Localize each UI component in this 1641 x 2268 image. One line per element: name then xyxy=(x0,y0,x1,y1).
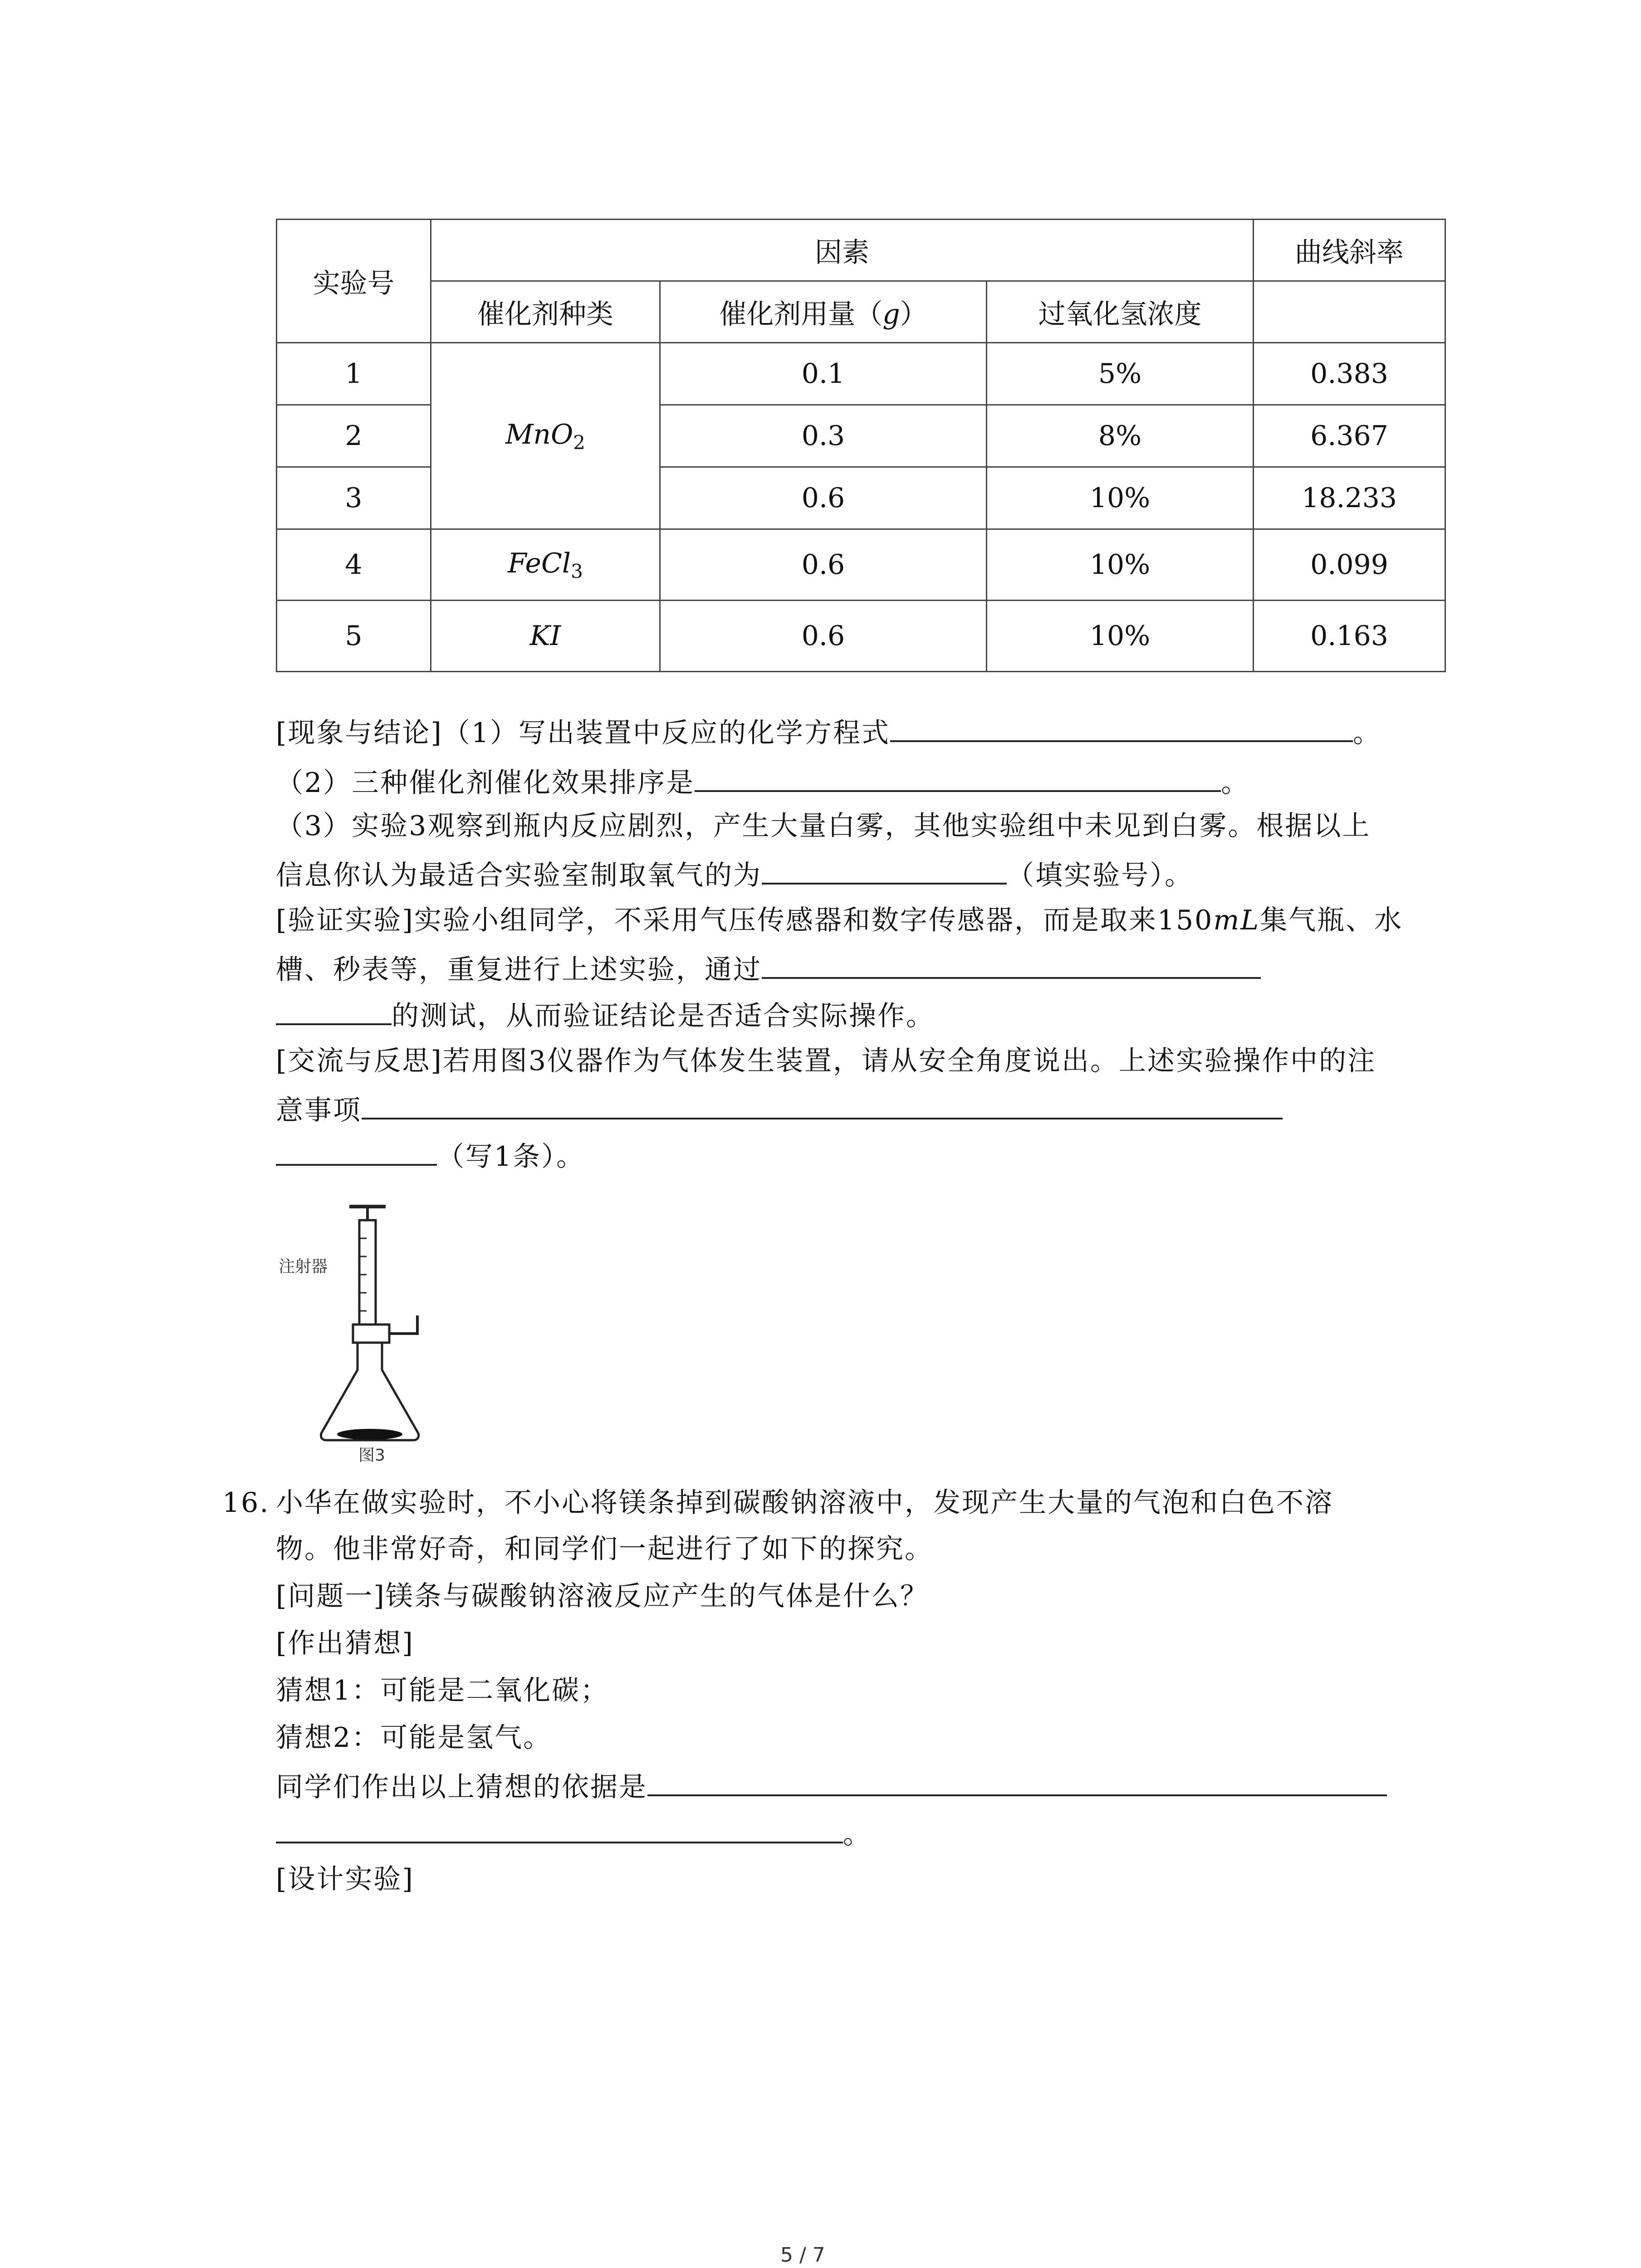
q16-line-6: 猜想2：可能是氢气。 xyxy=(276,1722,552,1754)
answer-blank-ranking[interactable] xyxy=(695,760,1221,792)
header-catalyst-amount: 催化剂用量（g） xyxy=(660,281,987,343)
syringe-label: 注射器 xyxy=(279,1257,328,1276)
catalyst-fecl3: FeCl$_3$ xyxy=(431,529,660,601)
conclusion-line-2: （2）三种催化剂催化效果排序是 。 xyxy=(276,760,1249,803)
answer-blank-test[interactable] xyxy=(762,947,1261,979)
answer-blank-precaution-cont[interactable] xyxy=(276,1134,437,1166)
header-catalyst-type: 催化剂种类 xyxy=(431,281,660,343)
header-slope: 曲线斜率 xyxy=(1254,220,1445,281)
figure-caption: 图3 xyxy=(358,1446,385,1465)
header-factors: 因素 xyxy=(431,220,1254,281)
reflection-line-2: 意事项 xyxy=(276,1088,1283,1131)
page-number: 5 / 7 xyxy=(780,2244,825,2267)
answer-blank-basis-cont[interactable] xyxy=(276,1812,843,1843)
reflection-line-3: （写1条）。 xyxy=(276,1134,585,1177)
q16-line-3: [问题一]镁条与碳酸钠溶液反应产生的气体是什么？ xyxy=(276,1580,929,1612)
answer-blank-equation[interactable] xyxy=(890,710,1353,742)
figure-3-apparatus xyxy=(279,1198,449,1465)
answer-blank-exp-no[interactable] xyxy=(762,853,1007,885)
answer-blank-basis[interactable] xyxy=(647,1765,1387,1796)
q16-line-5: 猜想1：可能是二氧化碳； xyxy=(276,1675,609,1706)
verify-line-3: 的测试，从而验证结论是否适合实际操作。 xyxy=(276,993,935,1036)
answer-blank-precaution[interactable] xyxy=(362,1088,1283,1119)
q16-line-4: [作出猜想] xyxy=(276,1628,414,1659)
verify-line-1: [验证实验]实验小组同学，不采用气压传感器和数字传感器，而是取来150mL集气瓶、水 xyxy=(276,904,1403,936)
conclusion-line-3: （3）实验3观察到瓶内反应剧烈，产生大量白雾，其他实验组中未见到白雾。根据以上 xyxy=(276,810,1371,842)
header-h2o2-concentration: 过氧化氢浓度 xyxy=(987,281,1254,343)
q16-line-1: 小华在做实验时，不小心将镁条掉到碳酸钠溶液中，发现产生大量的气泡和白色不溶 xyxy=(276,1487,1333,1519)
header-exp-no: 实验号 xyxy=(277,220,431,343)
catalyst-mno2: MnO$_2$ xyxy=(431,343,660,529)
table-row: 4 FeCl$_3$ 0.6 10% 0.099 xyxy=(277,529,1445,601)
q16-line-8: 。 xyxy=(276,1812,872,1855)
table-row: 3 0.6 10% 18.233 xyxy=(277,467,1445,529)
question-16-number: 16. xyxy=(222,1487,270,1519)
experiment-table xyxy=(276,219,1446,672)
table-row: 2 0.3 8% 6.367 xyxy=(277,405,1445,467)
conclusion-line-1: [现象与结论]（1）写出装置中反应的化学方程式 。 xyxy=(276,710,1381,753)
q16-line-2: 物。他非常好奇，和同学们一起进行了如下的探究。 xyxy=(276,1533,933,1565)
catalyst-ki: KI xyxy=(431,601,660,672)
header-empty xyxy=(1254,281,1445,343)
flask-syringe-icon xyxy=(281,1198,449,1452)
verify-line-2: 槽、秒表等，重复进行上述实验，通过 xyxy=(276,947,1261,990)
table-row: 1 MnO$_2$ 0.1 5% 0.383 xyxy=(277,343,1445,405)
answer-blank-test-cont[interactable] xyxy=(276,993,392,1025)
conclusion-line-4: 信息你认为最适合实验室制取氧气的为 （填实验号）。 xyxy=(276,853,1193,896)
table-row: 5 KI 0.6 10% 0.163 xyxy=(277,601,1445,672)
q16-line-7: 同学们作出以上猜想的依据是 xyxy=(276,1765,1387,1808)
reflection-line-1: [交流与反思]若用图3仪器作为气体发生装置，请从安全角度说出。上述实验操作中的注 xyxy=(276,1045,1376,1077)
q16-line-9: [设计实验] xyxy=(276,1863,414,1895)
